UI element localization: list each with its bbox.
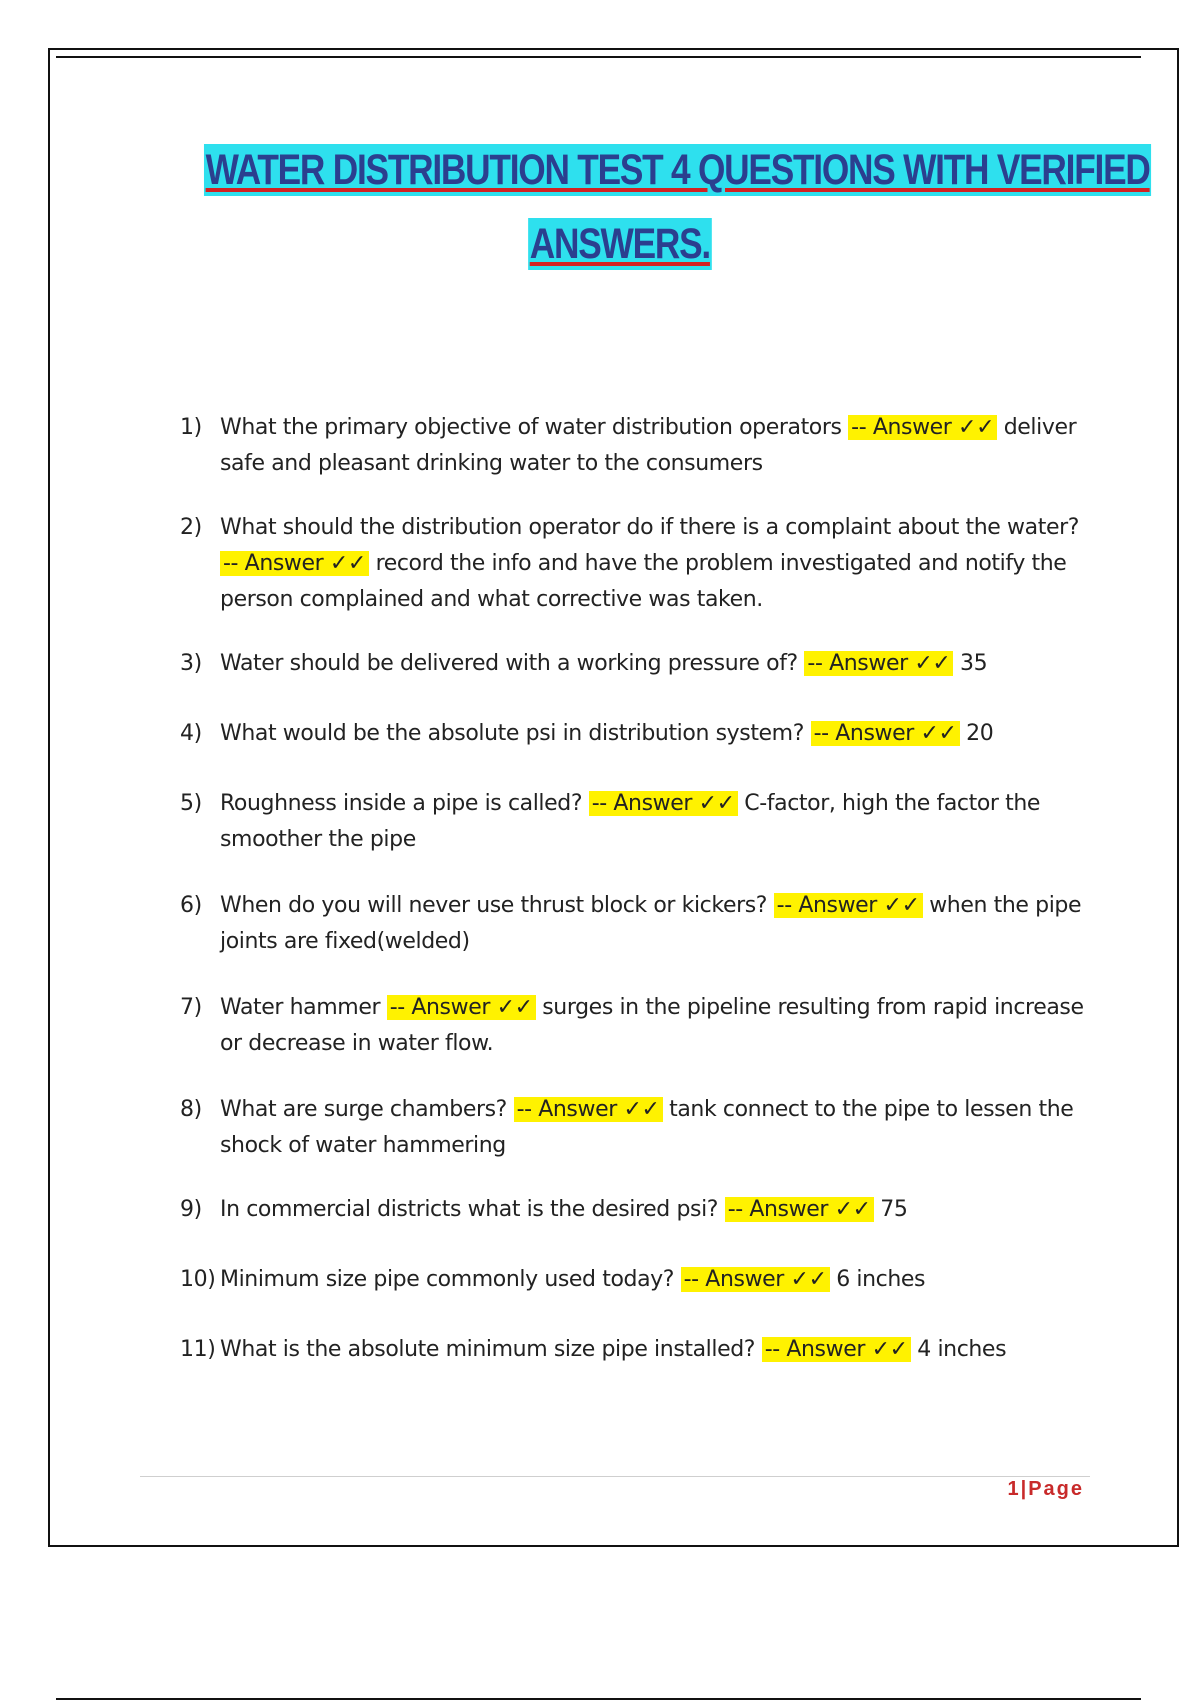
answer-marker: -- Answer ✓✓ [762, 1337, 911, 1362]
answer-marker: -- Answer ✓✓ [387, 995, 536, 1020]
answer-marker: -- Answer ✓✓ [514, 1097, 663, 1122]
question-number: 7) [180, 995, 202, 1020]
question-item [180, 1332, 1090, 1368]
question-number: 3) [180, 651, 202, 676]
question-item [180, 1262, 1090, 1298]
question-text: What should the distribution operator do if there is a complaint about the water? [220, 515, 1079, 540]
question-text: What is the absolute minimum size pipe installed? [220, 1337, 756, 1362]
question-item [180, 1192, 1090, 1228]
question-text: Water should be delivered with a working pressure of? [220, 651, 798, 676]
question-item [180, 1092, 1090, 1164]
answer-text: 20 [966, 721, 994, 746]
question-number: 10) [180, 1267, 216, 1292]
question-text: What would be the absolute psi in distribution system? [220, 721, 804, 746]
answer-text: record the info and have the problem investigated and notify the person complained and what corrective was taken. [220, 551, 1067, 612]
question-item [180, 990, 1090, 1062]
question-item [180, 888, 1090, 960]
question-item [180, 786, 1090, 858]
question-number: 2) [180, 515, 202, 540]
title-line-1: WATER DISTRIBUTION TEST 4 QUESTIONS WITH VERIFIED [205, 146, 1150, 194]
answer-marker: -- Answer ✓✓ [811, 721, 960, 746]
answer-text: tank connect to the pipe to lessen the shock of water hammering [220, 1097, 1074, 1158]
question-text: When do you will never use thrust block or kickers? [220, 893, 768, 918]
answer-text: 4 inches [917, 1337, 1007, 1362]
question-text: What the primary objective of water distribution operators [220, 415, 842, 440]
question-item [180, 410, 1090, 482]
answer-text: 35 [959, 651, 988, 676]
document-title [100, 144, 1150, 270]
question-number: 5) [180, 791, 202, 816]
question-list [180, 410, 1090, 1368]
answer-marker: -- Answer ✓✓ [774, 893, 923, 918]
answer-marker: -- Answer ✓✓ [220, 551, 369, 576]
answer-text: C-factor, high the factor the smoother the pipe [220, 791, 1041, 852]
answer-text: deliver safe and pleasant drinking water to the consumers [220, 415, 1077, 476]
question-number: 8) [180, 1097, 202, 1122]
footer-rule [140, 1476, 1090, 1477]
question-number: 1) [180, 415, 202, 440]
top-rule [56, 56, 1141, 58]
question-number: 6) [180, 893, 202, 918]
question-number: 11) [180, 1337, 216, 1362]
answer-marker: -- Answer ✓✓ [804, 651, 953, 676]
answer-marker: -- Answer ✓✓ [848, 415, 997, 440]
answer-marker: -- Answer ✓✓ [725, 1197, 874, 1222]
question-number: 9) [180, 1197, 202, 1222]
question-item [180, 646, 1090, 682]
question-text: Minimum size pipe commonly used today? [220, 1267, 675, 1292]
question-text: What are surge chambers? [220, 1097, 507, 1122]
answer-marker: -- Answer ✓✓ [681, 1267, 830, 1292]
answer-text: surges in the pipeline resulting from rapid increase or decrease in water flow. [220, 995, 1084, 1056]
answer-text: 75 [880, 1197, 908, 1222]
question-text: Roughness inside a pipe is called? [220, 791, 583, 816]
answer-marker: -- Answer ✓✓ [589, 791, 738, 816]
question-number: 4) [180, 721, 202, 746]
answer-text: 6 inches [836, 1267, 926, 1292]
answer-text: when the pipe joints are fixed(welded) [220, 893, 1082, 954]
question-text: Water hammer [220, 995, 381, 1020]
page-number: 1|Page [1007, 1478, 1084, 1500]
question-item [180, 716, 1090, 752]
question-text: In commercial districts what is the desired psi? [220, 1197, 719, 1222]
question-item [180, 510, 1090, 618]
title-line-2: ANSWERS. [529, 220, 711, 268]
